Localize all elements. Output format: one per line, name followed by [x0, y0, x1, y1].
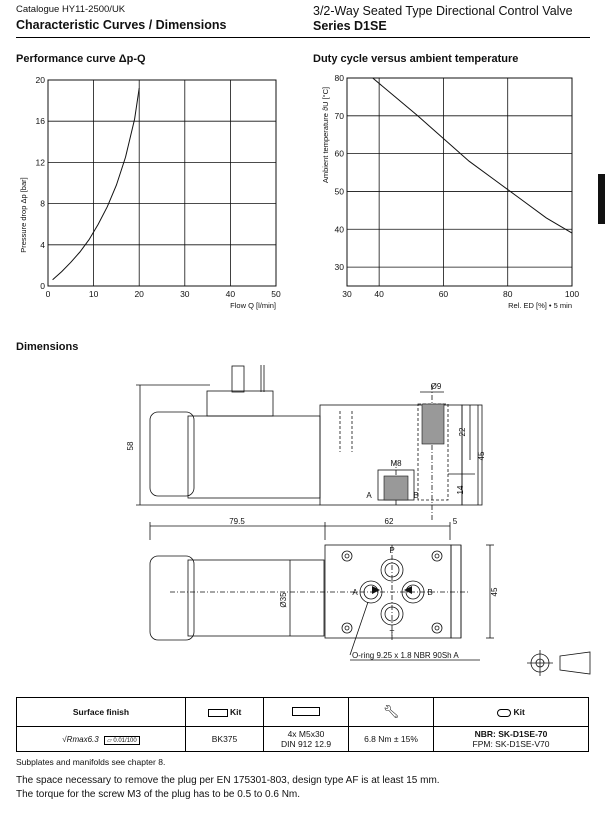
dim-5: 5 [452, 517, 458, 526]
x-tick-label: 100 [564, 289, 580, 299]
coil-body-plan [188, 560, 324, 636]
x-tick-label: 20 [134, 289, 144, 299]
dim-d9: Ø9 [430, 382, 442, 391]
footer-line-1: The space necessary to remove the plug per EN 175301-803, design type AF is at least 15 mm. [16, 775, 440, 786]
y-tick-label: 0 [40, 281, 45, 291]
seal-kit-value: NBR: SK-D1SE-70 FPM: SK-D1SE-V70 [434, 727, 589, 752]
y-tick-label: 70 [334, 110, 344, 121]
perf-xlabel: Flow Q [l/min] [230, 301, 276, 310]
plug-housing [207, 391, 273, 416]
dimensions-title: Dimensions [16, 341, 79, 353]
surface-finish-header: Surface finish [17, 698, 186, 727]
y-tick-label: 12 [35, 157, 45, 168]
catalogue-number: Catalogue HY11-2500/UK [16, 4, 126, 15]
y-tick-label: 20 [35, 75, 45, 85]
port-a-plan: A [352, 588, 358, 597]
port-t: T [389, 629, 395, 638]
torque-header [349, 698, 434, 727]
dim-58: 58 [126, 441, 135, 451]
dim-22: 22 [458, 427, 467, 437]
coil-cap-plan [150, 556, 194, 640]
page-title-right: 3/2-Way Seated Type Directional Control Valve [313, 4, 573, 18]
footer-line-2: The torque for the screw M3 of the plug has to be 0.5 to 0.6 Nm. [16, 789, 301, 800]
duty-ylabel: Ambient temperature ϑU [°C] [321, 86, 330, 184]
y-tick-label: 40 [334, 224, 344, 235]
page-title-left: Characteristic Curves / Dimensions [16, 18, 227, 32]
port-p: P [389, 546, 395, 555]
screw-icon [292, 707, 320, 716]
port-a-side: A [366, 491, 372, 500]
screw-header [264, 698, 349, 727]
kit-header: Kit [186, 698, 264, 727]
x-tick-label: 60 [438, 289, 449, 299]
torque-value: 6.8 Nm ± 15% [349, 727, 434, 752]
x-tick-label: 10 [88, 289, 99, 299]
dim-14: 14 [456, 485, 465, 495]
y-tick-label: 50 [334, 186, 344, 197]
flatness-box: ▱ 0.01/100 [104, 736, 140, 745]
y-tick-label: 4 [40, 239, 45, 250]
dim-d35: Ø35 [279, 592, 288, 608]
dim-45-plan: 45 [490, 587, 499, 597]
duty-xlabel: Rel. ED [%] • 5 min [508, 301, 572, 310]
spec-table [16, 697, 589, 752]
x-tick-label: 30 [180, 289, 190, 299]
y-tick-label: 60 [334, 148, 344, 159]
coil-body [188, 416, 320, 498]
x-tick-label: 40 [225, 289, 236, 299]
x-tick-label: 80 [502, 289, 513, 299]
y-tick-label: 16 [35, 116, 45, 127]
kit-value: BK375 [186, 727, 264, 752]
dim-45-side: 45 [477, 451, 486, 461]
x-tick-label: 0 [45, 289, 51, 299]
x-tick-label: 30 [342, 289, 352, 299]
dim-62: 62 [384, 517, 394, 526]
surface-finish-value [17, 727, 186, 752]
oring-icon [497, 709, 511, 717]
screw-value: 4x M5x30 DIN 912 12.9 [264, 727, 349, 752]
port-b-plan: B [427, 588, 433, 597]
rmax-symbol: √Rmax6.3 [62, 734, 99, 744]
x-tick-label: 50 [271, 289, 281, 299]
duty-chart-title: Duty cycle versus ambient temperature [313, 53, 519, 65]
subplates-note: Subplates and manifolds see chapter 8. [16, 757, 166, 767]
kit-icon [208, 709, 228, 717]
dim-79-5: 79.5 [229, 517, 245, 526]
dim-m8: M8 [390, 459, 402, 468]
seal-kit-header: Kit [434, 698, 589, 727]
perf-chart-title: Performance curve Δp-Q [16, 53, 146, 65]
port-b-side: B [413, 491, 419, 500]
coil-cap [150, 412, 194, 496]
plug-connector [232, 366, 244, 392]
oring-note: O-ring 9.25 x 1.8 NBR 90Sh A [352, 651, 459, 660]
y-tick-label: 80 [334, 73, 344, 83]
wrench-icon: 🔧︎ [382, 704, 400, 719]
x-tick-label: 40 [374, 289, 384, 299]
perf-ylabel: Pressure drop Δp [bar] [19, 177, 28, 253]
y-tick-label: 30 [334, 262, 344, 273]
y-tick-label: 8 [40, 198, 45, 209]
series-name: Series D1SE [313, 19, 387, 33]
